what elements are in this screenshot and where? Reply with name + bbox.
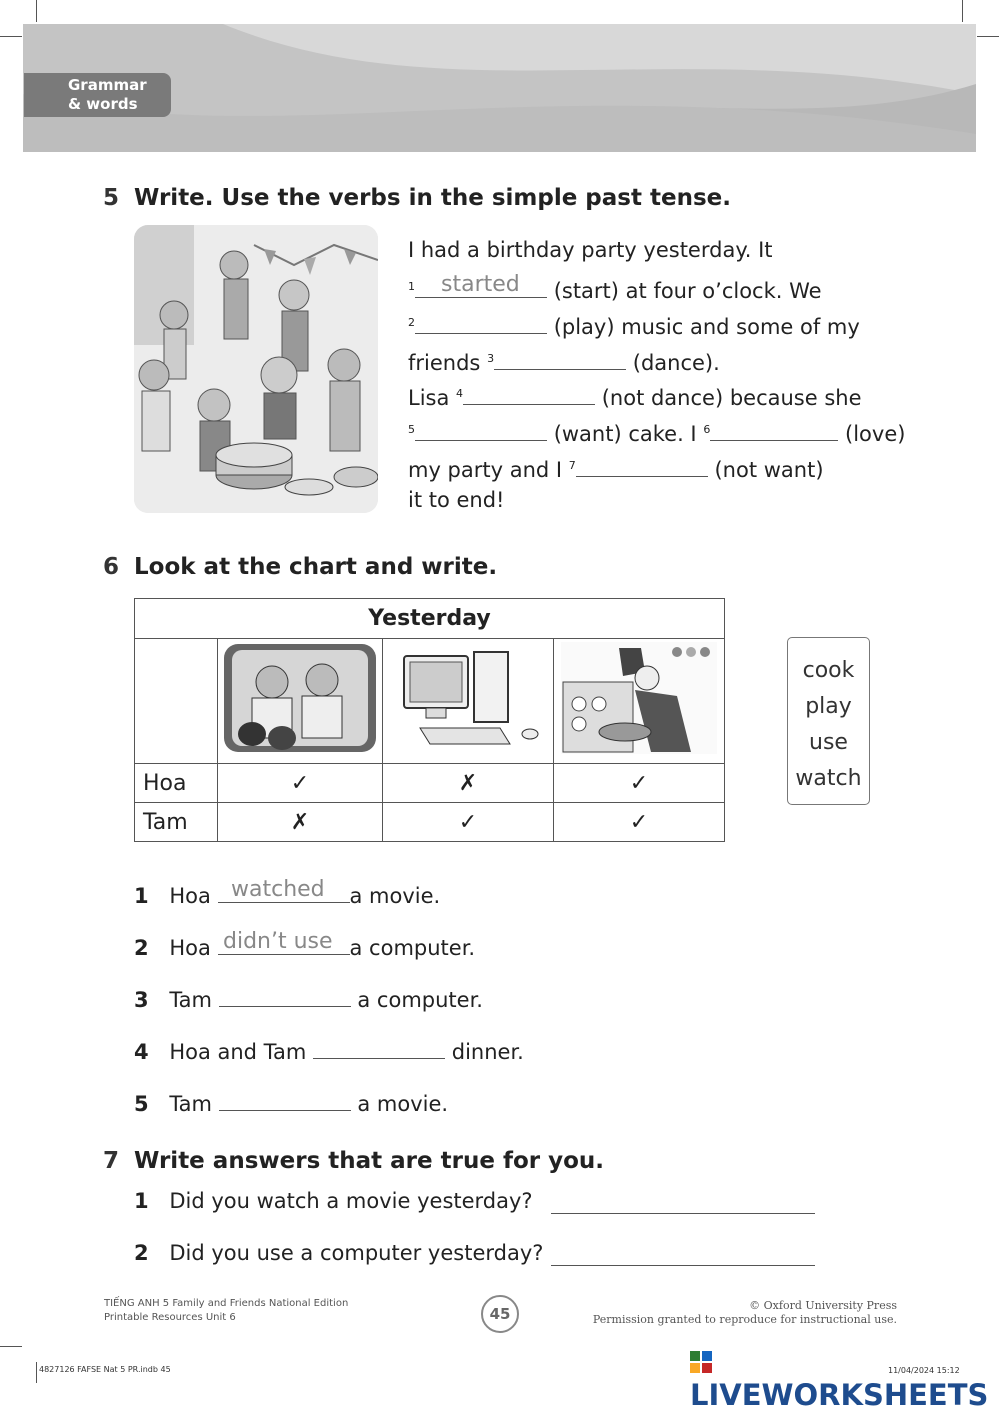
sentence-4	[134, 1036, 524, 1064]
exercise-number: 6	[103, 554, 120, 580]
chart-picture-cooking	[554, 639, 725, 764]
question-1	[134, 1189, 533, 1213]
sentence-3-input[interactable]	[219, 984, 351, 1007]
story-line-6	[408, 418, 905, 446]
gap-number: 2	[408, 316, 415, 329]
sentence-subject: Tam	[169, 988, 212, 1012]
item-number: 5	[134, 1092, 149, 1116]
sentence-1-answer: watched	[231, 877, 325, 902]
sentence-subject: Hoa and Tam	[169, 1040, 307, 1064]
computer-icon	[390, 642, 546, 754]
exercise-title: Write answers that are true for you.	[134, 1148, 605, 1174]
story-text: (not want)	[714, 458, 824, 482]
footer-left	[104, 1297, 348, 1325]
gap-number: 4	[456, 387, 464, 400]
footer-right	[593, 1299, 897, 1327]
cross-mark: ✗	[218, 803, 383, 842]
gap-7-input[interactable]	[576, 454, 708, 477]
answer-2-input[interactable]	[551, 1264, 815, 1266]
print-timestamp: 11/04/2024 15:12	[888, 1366, 960, 1375]
crop-mark	[0, 1346, 22, 1347]
crop-mark	[962, 0, 963, 22]
sentence-rest: a movie.	[357, 1092, 449, 1116]
exercise-title: Write. Use the verbs in the simple past tense.	[134, 185, 731, 211]
story-text: (start) at four o’clock. We	[553, 279, 822, 303]
sentence-4-input[interactable]	[313, 1036, 445, 1059]
sentence-rest: dinner.	[451, 1040, 524, 1064]
cooking-icon	[559, 642, 719, 754]
tick-mark: ✓	[218, 764, 383, 803]
crop-mark	[977, 36, 999, 37]
sentence-rest: a computer.	[349, 936, 476, 960]
row-name-tam: Tam	[135, 803, 218, 842]
liveworksheets-logo	[690, 1344, 999, 1412]
story-line-3	[408, 311, 860, 339]
question-2	[134, 1241, 543, 1265]
sentence-2-answer: didn’t use	[223, 929, 333, 954]
story-line-1	[408, 238, 773, 262]
tag-line1: Grammar	[68, 76, 147, 94]
print-slug: 4827126 FAFSE Nat 5 PR.indb 45	[39, 1365, 171, 1374]
story-text: (want) cake. I	[553, 422, 697, 446]
sentence-subject: Hoa	[169, 936, 211, 960]
cross-mark: ✗	[383, 764, 554, 803]
exercise-number: 5	[103, 185, 120, 211]
sentence-5-input[interactable]	[219, 1088, 351, 1111]
tick-mark: ✓	[383, 803, 554, 842]
item-number: 1	[134, 884, 149, 908]
party-illustration	[134, 225, 378, 513]
answer-1-input[interactable]	[551, 1212, 815, 1214]
permission-note: Permission granted to reproduce for instructional use.	[592, 1313, 897, 1326]
gap-1-answer: started	[441, 272, 520, 297]
tick-mark: ✓	[554, 764, 725, 803]
item-number: 1	[134, 1189, 149, 1213]
exercise-title: Look at the chart and write.	[134, 554, 498, 580]
sentence-rest: a computer.	[357, 988, 483, 1012]
word-option: cook	[802, 658, 855, 683]
movie-icon	[222, 642, 378, 754]
gap-number: 5	[408, 423, 415, 436]
tag-line2: & words	[68, 95, 138, 113]
gap-number: 7	[568, 459, 576, 472]
story-line-8	[408, 488, 504, 512]
footer-book-title: TIẾNG ANH 5 Family and Friends National Edition	[104, 1298, 349, 1309]
liveworksheets-icon	[690, 1351, 712, 1373]
story-text: my party and I	[408, 458, 563, 482]
crop-mark	[36, 0, 37, 22]
gap-5-input[interactable]	[415, 418, 547, 441]
item-number: 2	[134, 1241, 149, 1265]
sentence-rest: a movie.	[349, 884, 441, 908]
gap-6-input[interactable]	[710, 418, 838, 441]
question-text: Did you use a computer yesterday?	[169, 1241, 544, 1265]
word-box	[787, 637, 870, 805]
brand-name: LIVEWORKSHEETS	[690, 1378, 989, 1412]
story-line-4	[408, 347, 720, 375]
chart-header: Yesterday	[135, 599, 725, 639]
chart-picture-computer	[383, 639, 554, 764]
story-line-5	[408, 382, 862, 410]
story-text: friends	[408, 351, 481, 375]
row-name-hoa: Hoa	[135, 764, 218, 803]
copyright: © Oxford University Press	[749, 1299, 897, 1312]
activity-chart	[134, 598, 725, 842]
item-number: 4	[134, 1040, 149, 1064]
gap-number: 3	[487, 352, 495, 365]
story-line-7	[408, 454, 824, 482]
gap-4-input[interactable]	[463, 382, 595, 405]
word-option: use	[809, 730, 848, 755]
story-text: Lisa	[408, 386, 450, 410]
tick-mark: ✓	[554, 803, 725, 842]
gap-number: 6	[703, 423, 711, 436]
sentence-subject: Tam	[169, 1092, 212, 1116]
exercise-number: 7	[103, 1148, 120, 1174]
sentence-subject: Hoa	[169, 884, 211, 908]
section-tag	[24, 73, 171, 117]
story-text: (not dance) because she	[601, 386, 862, 410]
item-number: 3	[134, 988, 149, 1012]
gap-3-input[interactable]	[494, 347, 626, 370]
gap-number: 1	[408, 280, 415, 293]
word-option: watch	[795, 766, 862, 791]
story-text: (dance).	[632, 351, 720, 375]
crop-mark	[0, 36, 22, 37]
story-text: (play) music and some of my	[553, 315, 860, 339]
page-number: 45	[481, 1295, 519, 1333]
story-text: I had a birthday party yesterday. It	[408, 238, 773, 262]
sentence-3	[134, 984, 483, 1012]
chart-picture-movie	[218, 639, 383, 764]
sentence-5	[134, 1088, 448, 1116]
footer-unit: Printable Resources Unit 6	[104, 1312, 236, 1323]
gap-2-input[interactable]	[415, 311, 547, 334]
question-text: Did you watch a movie yesterday?	[169, 1189, 533, 1213]
chart-corner	[135, 639, 218, 764]
party-scene-icon	[134, 225, 378, 513]
story-text: it to end!	[408, 488, 505, 512]
story-text: (love)	[845, 422, 906, 446]
crop-mark	[36, 1362, 37, 1383]
item-number: 2	[134, 936, 149, 960]
word-option: play	[805, 694, 852, 719]
